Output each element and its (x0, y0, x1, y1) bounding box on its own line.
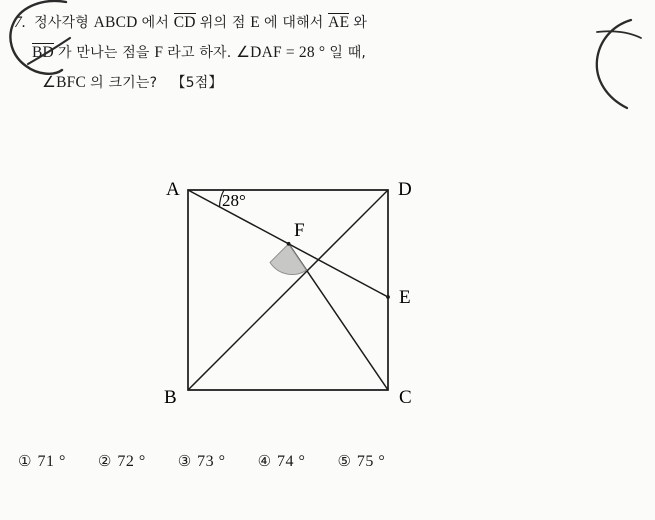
figure-svg (118, 150, 538, 430)
statement-text-3: 위의 점 (199, 15, 251, 31)
label-vertex-d: D (397, 179, 412, 200)
statement-text-6: 가 만나는 점을 (58, 45, 155, 61)
statement-text-4: 에 대해서 (263, 15, 329, 31)
choice-3-marker: ③ (177, 452, 192, 470)
choice-2[interactable] (98, 452, 146, 471)
choice-4-marker: ④ (257, 452, 272, 470)
choice-5-value: 75 ° (356, 453, 386, 470)
choice-2-marker: ② (97, 452, 112, 470)
label-e: E (250, 14, 260, 31)
choice-5-marker: ⑤ (337, 452, 351, 470)
label-f: F (154, 44, 164, 61)
label-angle-28: 28° (221, 191, 246, 210)
statement-text-2: 에서 (141, 15, 174, 31)
segment-cd-overline: CD (173, 14, 196, 31)
choice-4-value: 74 ° (277, 453, 306, 470)
question-number: 7. (14, 14, 27, 31)
label-abcd: ABCD (93, 14, 138, 31)
choice-3[interactable] (178, 452, 226, 471)
segment-ae-overline: AE (328, 14, 350, 31)
segment-bd-overline: BD (32, 44, 54, 61)
label-vertex-c: C (398, 387, 412, 408)
statement-text-1: 정사각형 (34, 15, 94, 31)
angle-bfc-shaded (270, 244, 307, 275)
points-badge: 【5점】 (171, 75, 223, 91)
statement-text-7: 라고 하자. (167, 45, 237, 61)
label-point-e: E (398, 287, 411, 308)
statement-text-9: 의 크기는? (90, 75, 158, 91)
statement-text-5: 와 (353, 15, 368, 31)
statement-text-8: 일 때, (329, 45, 367, 61)
choice-2-value: 72 ° (117, 453, 146, 470)
statement-line-1 (10, 8, 645, 38)
statement-line-2 (10, 38, 645, 68)
statement-line-3 (10, 68, 645, 98)
choice-4[interactable] (258, 452, 306, 471)
label-vertex-b: B (163, 387, 177, 408)
point-f-dot (286, 242, 290, 246)
choice-3-value: 73 ° (197, 453, 226, 470)
choice-1-value: 71 ° (37, 453, 66, 470)
choice-1[interactable] (18, 452, 66, 471)
label-point-f: F (293, 220, 305, 241)
choice-5[interactable] (337, 452, 385, 471)
point-e-dot (386, 295, 390, 299)
geometry-figure (0, 150, 655, 440)
label-vertex-a: A (165, 179, 180, 200)
answer-choices (0, 452, 655, 471)
angle-daf-equation: ∠DAF = 28 ° (236, 44, 326, 61)
choice-1-marker: ① (18, 452, 32, 470)
angle-bfc-reference: ∠BFC (42, 74, 86, 91)
problem-statement (0, 0, 655, 98)
diagonal-bd (188, 190, 388, 390)
